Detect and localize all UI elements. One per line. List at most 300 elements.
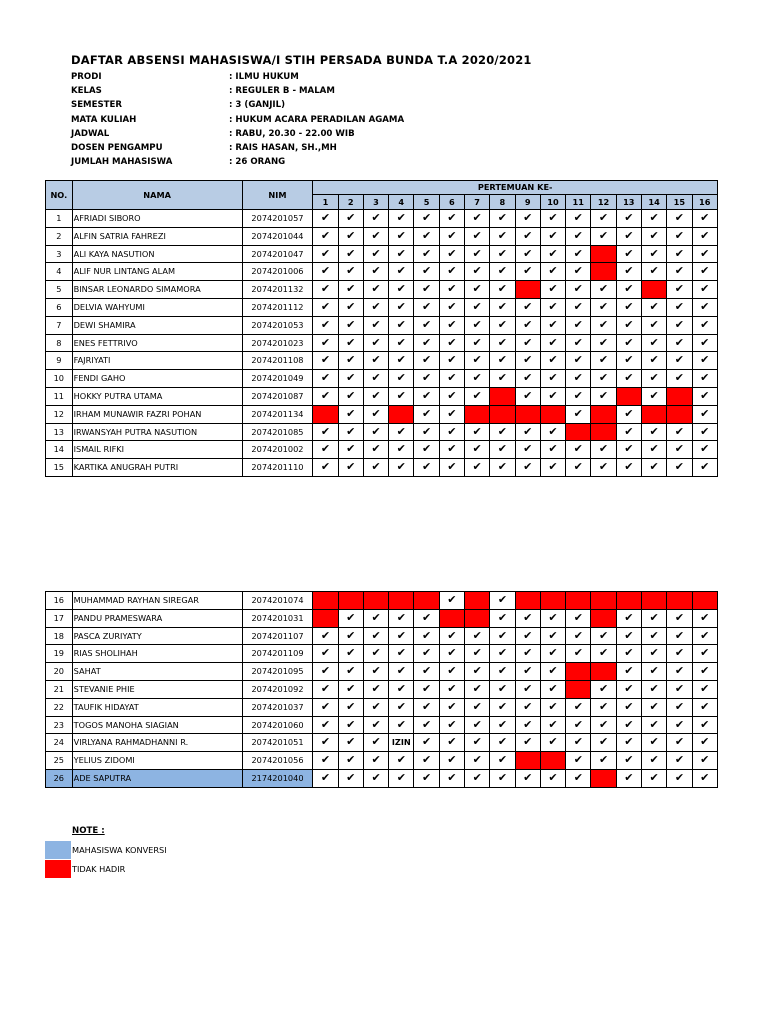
present-cell bbox=[667, 663, 692, 681]
student-row bbox=[46, 769, 718, 787]
present-cell bbox=[540, 663, 565, 681]
absent-cell bbox=[667, 405, 692, 423]
checkmark-icon: ✔ bbox=[624, 628, 634, 642]
present-cell bbox=[540, 441, 565, 459]
header-pertemuan: PERTEMUAN KE- bbox=[313, 181, 718, 195]
present-cell bbox=[692, 769, 717, 787]
present-cell bbox=[692, 609, 717, 627]
checkmark-icon: ✔ bbox=[573, 460, 583, 474]
checkmark-icon: ✔ bbox=[548, 610, 558, 624]
present-cell bbox=[566, 316, 591, 334]
checkmark-icon: ✔ bbox=[447, 646, 457, 660]
present-cell bbox=[490, 370, 515, 388]
present-cell bbox=[439, 698, 464, 716]
checkmark-icon: ✔ bbox=[598, 681, 609, 695]
present-cell bbox=[667, 627, 692, 645]
present-cell bbox=[439, 423, 464, 441]
present-cell bbox=[642, 716, 667, 734]
present-cell bbox=[641, 245, 666, 263]
present-cell bbox=[363, 334, 388, 352]
present-cell bbox=[338, 227, 363, 245]
present-cell bbox=[641, 459, 666, 477]
student-no: 8 bbox=[46, 334, 73, 352]
checkmark-icon: ✔ bbox=[548, 681, 558, 695]
checkmark-icon: ✔ bbox=[472, 353, 482, 367]
checkmark-icon: ✔ bbox=[472, 460, 482, 474]
present-cell bbox=[591, 734, 616, 752]
present-cell bbox=[566, 281, 591, 299]
present-cell bbox=[414, 459, 439, 477]
student-nim: 2074201044 bbox=[242, 227, 313, 245]
checkmark-icon: ✔ bbox=[523, 646, 533, 660]
present-cell bbox=[692, 752, 717, 770]
present-cell bbox=[591, 716, 616, 734]
checkmark-icon: ✔ bbox=[396, 628, 406, 642]
checkmark-icon: ✔ bbox=[649, 299, 659, 313]
absent-cell bbox=[389, 405, 414, 423]
checkmark-icon: ✔ bbox=[674, 753, 685, 767]
checkmark-icon: ✔ bbox=[624, 371, 634, 385]
present-cell bbox=[338, 423, 363, 441]
checkmark-icon: ✔ bbox=[320, 388, 331, 402]
checkmark-icon: ✔ bbox=[472, 335, 482, 349]
present-cell bbox=[616, 627, 641, 645]
checkmark-icon: ✔ bbox=[624, 442, 634, 456]
present-cell bbox=[490, 441, 515, 459]
student-no: 22 bbox=[46, 698, 73, 716]
present-cell bbox=[667, 441, 692, 459]
present-cell bbox=[692, 387, 718, 405]
checkmark-icon: ✔ bbox=[548, 228, 558, 242]
checkmark-icon: ✔ bbox=[421, 442, 432, 456]
present-cell bbox=[389, 298, 414, 316]
student-no: 6 bbox=[46, 298, 73, 316]
student-row bbox=[46, 316, 718, 334]
checkmark-icon: ✔ bbox=[649, 460, 659, 474]
legend-label: TIDAK HADIR bbox=[72, 864, 126, 874]
present-cell bbox=[338, 716, 363, 734]
student-row bbox=[46, 298, 718, 316]
student-name: ENES FETTRIVO bbox=[72, 334, 242, 352]
present-cell bbox=[641, 370, 666, 388]
checkmark-icon: ✔ bbox=[497, 424, 507, 438]
present-cell bbox=[692, 459, 718, 477]
checkmark-icon: ✔ bbox=[548, 770, 558, 784]
present-cell bbox=[515, 227, 540, 245]
checkmark-icon: ✔ bbox=[497, 335, 507, 349]
present-cell bbox=[414, 210, 439, 228]
present-cell bbox=[313, 769, 338, 787]
present-cell bbox=[414, 387, 439, 405]
present-cell bbox=[591, 680, 616, 698]
info-label: JADWAL bbox=[71, 128, 110, 139]
present-cell bbox=[566, 752, 591, 770]
present-cell bbox=[439, 734, 464, 752]
checkmark-icon: ✔ bbox=[497, 681, 508, 695]
checkmark-icon: ✔ bbox=[674, 228, 684, 242]
present-cell bbox=[515, 734, 540, 752]
student-nim: 2074201087 bbox=[242, 387, 313, 405]
checkmark-icon: ✔ bbox=[422, 646, 432, 660]
checkmark-icon: ✔ bbox=[472, 424, 482, 438]
present-cell bbox=[692, 370, 718, 388]
present-cell bbox=[667, 210, 692, 228]
present-cell bbox=[313, 752, 338, 770]
present-cell bbox=[389, 680, 414, 698]
meeting-header-cell: 8 bbox=[490, 195, 515, 210]
present-cell bbox=[616, 263, 641, 281]
checkmark-icon: ✔ bbox=[548, 211, 558, 224]
checkmark-icon: ✔ bbox=[371, 424, 381, 438]
checkmark-icon: ✔ bbox=[674, 353, 684, 367]
present-cell bbox=[464, 227, 489, 245]
present-cell bbox=[641, 423, 666, 441]
checkmark-icon: ✔ bbox=[573, 264, 583, 278]
absent-cell bbox=[667, 387, 692, 405]
present-cell bbox=[490, 592, 515, 610]
checkmark-icon: ✔ bbox=[573, 646, 583, 660]
checkmark-icon: ✔ bbox=[624, 406, 634, 420]
present-cell bbox=[313, 734, 338, 752]
present-cell bbox=[566, 769, 591, 787]
present-cell bbox=[692, 645, 717, 663]
checkmark-icon: ✔ bbox=[497, 264, 507, 278]
present-cell bbox=[389, 698, 414, 716]
present-cell bbox=[515, 370, 540, 388]
checkmark-icon: ✔ bbox=[700, 264, 710, 278]
meeting-header-cell: 4 bbox=[389, 195, 414, 210]
present-cell bbox=[566, 370, 591, 388]
present-cell bbox=[313, 227, 338, 245]
info-value: : RAIS HASAN, SH.,MH bbox=[229, 142, 337, 153]
student-nim: 2074201109 bbox=[242, 645, 313, 663]
student-nim: 2074201132 bbox=[242, 281, 313, 299]
checkmark-icon: ✔ bbox=[700, 460, 710, 474]
checkmark-icon: ✔ bbox=[320, 628, 331, 642]
checkmark-icon: ✔ bbox=[346, 406, 356, 420]
checkmark-icon: ✔ bbox=[396, 353, 406, 367]
checkmark-icon: ✔ bbox=[396, 770, 406, 784]
student-nim: 2074201110 bbox=[242, 459, 313, 477]
present-cell bbox=[515, 609, 540, 627]
present-cell bbox=[439, 459, 464, 477]
student-name: ALFIN SATRIA FAHREZI bbox=[72, 227, 242, 245]
checkmark-icon: ✔ bbox=[497, 717, 508, 731]
student-name: STEVANIE PHIE bbox=[72, 680, 242, 698]
present-cell bbox=[692, 698, 717, 716]
present-cell bbox=[490, 663, 515, 681]
checkmark-icon: ✔ bbox=[700, 735, 710, 749]
absent-cell bbox=[591, 405, 616, 423]
checkmark-icon: ✔ bbox=[320, 424, 331, 438]
absent-cell bbox=[540, 405, 565, 423]
checkmark-icon: ✔ bbox=[371, 264, 381, 278]
absent-cell bbox=[338, 592, 363, 610]
present-cell bbox=[363, 405, 388, 423]
present-cell bbox=[389, 423, 414, 441]
checkmark-icon: ✔ bbox=[346, 735, 356, 749]
checkmark-icon: ✔ bbox=[396, 424, 406, 438]
absent-cell bbox=[667, 592, 692, 610]
present-cell bbox=[313, 316, 338, 334]
present-cell bbox=[515, 698, 540, 716]
info-label: SEMESTER bbox=[71, 100, 123, 111]
present-cell bbox=[591, 441, 616, 459]
info-label: KELAS bbox=[71, 86, 102, 97]
checkmark-icon: ✔ bbox=[649, 646, 659, 660]
checkmark-icon: ✔ bbox=[624, 735, 634, 749]
present-cell bbox=[363, 663, 388, 681]
checkmark-icon: ✔ bbox=[371, 228, 381, 242]
present-cell bbox=[490, 281, 515, 299]
checkmark-icon: ✔ bbox=[598, 717, 609, 731]
present-cell bbox=[515, 316, 540, 334]
present-cell bbox=[414, 352, 439, 370]
checkmark-icon: ✔ bbox=[674, 317, 684, 331]
present-cell bbox=[338, 627, 363, 645]
student-row bbox=[46, 245, 718, 263]
checkmark-icon: ✔ bbox=[548, 699, 558, 713]
checkmark-icon: ✔ bbox=[598, 646, 609, 660]
checkmark-icon: ✔ bbox=[371, 388, 381, 402]
checkmark-icon: ✔ bbox=[346, 264, 356, 278]
present-cell bbox=[338, 298, 363, 316]
checkmark-icon: ✔ bbox=[624, 246, 634, 260]
present-cell bbox=[667, 734, 692, 752]
checkmark-icon: ✔ bbox=[598, 335, 609, 349]
checkmark-icon: ✔ bbox=[649, 628, 659, 642]
present-cell bbox=[464, 245, 489, 263]
checkmark-icon: ✔ bbox=[548, 442, 558, 456]
checkmark-icon: ✔ bbox=[371, 246, 381, 260]
present-cell bbox=[566, 263, 591, 281]
checkmark-icon: ✔ bbox=[573, 442, 583, 456]
student-no: 20 bbox=[46, 663, 73, 681]
student-name: IRHAM MUNAWIR FAZRI POHAN bbox=[72, 405, 242, 423]
present-cell bbox=[692, 316, 718, 334]
present-cell bbox=[540, 627, 565, 645]
student-row bbox=[46, 752, 718, 770]
checkmark-icon: ✔ bbox=[624, 610, 634, 624]
meeting-header-cell: 12 bbox=[591, 195, 616, 210]
checkmark-icon: ✔ bbox=[320, 442, 331, 456]
present-cell bbox=[363, 210, 388, 228]
checkmark-icon: ✔ bbox=[700, 228, 710, 242]
checkmark-icon: ✔ bbox=[346, 424, 356, 438]
present-cell bbox=[692, 627, 717, 645]
checkmark-icon: ✔ bbox=[421, 211, 432, 224]
present-cell bbox=[439, 334, 464, 352]
checkmark-icon: ✔ bbox=[422, 681, 432, 695]
checkmark-icon: ✔ bbox=[573, 699, 583, 713]
checkmark-icon: ✔ bbox=[548, 371, 558, 385]
present-cell bbox=[616, 680, 641, 698]
present-cell bbox=[616, 316, 641, 334]
present-cell bbox=[464, 334, 489, 352]
present-cell bbox=[667, 609, 692, 627]
checkmark-icon: ✔ bbox=[674, 770, 685, 784]
present-cell bbox=[591, 387, 616, 405]
present-cell bbox=[540, 423, 565, 441]
present-cell bbox=[667, 370, 692, 388]
present-cell bbox=[616, 281, 641, 299]
present-cell bbox=[465, 627, 490, 645]
checkmark-icon: ✔ bbox=[624, 228, 634, 242]
present-cell bbox=[642, 627, 667, 645]
checkmark-icon: ✔ bbox=[598, 282, 609, 296]
student-nim: 2174201040 bbox=[242, 769, 313, 787]
student-no: 12 bbox=[46, 405, 73, 423]
present-cell bbox=[464, 459, 489, 477]
checkmark-icon: ✔ bbox=[548, 628, 558, 642]
present-cell bbox=[540, 281, 565, 299]
checkmark-icon: ✔ bbox=[573, 282, 583, 296]
student-no: 17 bbox=[46, 609, 73, 627]
present-cell bbox=[515, 663, 540, 681]
checkmark-icon: ✔ bbox=[598, 735, 609, 749]
checkmark-icon: ✔ bbox=[472, 699, 482, 713]
student-nim: 2074201095 bbox=[242, 663, 313, 681]
checkmark-icon: ✔ bbox=[674, 460, 684, 474]
checkmark-icon: ✔ bbox=[396, 246, 406, 260]
checkmark-icon: ✔ bbox=[700, 664, 710, 678]
checkmark-icon: ✔ bbox=[548, 664, 558, 678]
present-cell bbox=[641, 263, 666, 281]
present-cell bbox=[338, 769, 363, 787]
checkmark-icon: ✔ bbox=[649, 353, 659, 367]
checkmark-icon: ✔ bbox=[421, 299, 432, 313]
checkmark-icon: ✔ bbox=[700, 646, 710, 660]
student-name: ISMAIL RIFKI bbox=[72, 441, 242, 459]
present-cell bbox=[642, 680, 667, 698]
checkmark-icon: ✔ bbox=[548, 460, 558, 474]
present-cell bbox=[616, 227, 641, 245]
student-name: KARTIKA ANUGRAH PUTRI bbox=[72, 459, 242, 477]
checkmark-icon: ✔ bbox=[346, 664, 356, 678]
present-cell bbox=[616, 769, 641, 787]
checkmark-icon: ✔ bbox=[447, 228, 457, 242]
checkmark-icon: ✔ bbox=[396, 610, 406, 624]
student-no: 5 bbox=[46, 281, 73, 299]
checkmark-icon: ✔ bbox=[598, 317, 609, 331]
checkmark-icon: ✔ bbox=[674, 335, 684, 349]
present-cell bbox=[591, 281, 616, 299]
absent-cell bbox=[490, 387, 515, 405]
checkmark-icon: ✔ bbox=[371, 371, 381, 385]
absent-cell bbox=[540, 752, 565, 770]
present-cell bbox=[313, 459, 338, 477]
checkmark-icon: ✔ bbox=[548, 353, 558, 367]
present-cell bbox=[515, 245, 540, 263]
checkmark-icon: ✔ bbox=[320, 317, 331, 331]
present-cell bbox=[464, 423, 489, 441]
present-cell bbox=[363, 298, 388, 316]
student-row bbox=[46, 227, 718, 245]
present-cell bbox=[464, 441, 489, 459]
checkmark-icon: ✔ bbox=[674, 282, 684, 296]
present-cell bbox=[667, 352, 692, 370]
student-name: SAHAT bbox=[72, 663, 242, 681]
checkmark-icon: ✔ bbox=[624, 353, 634, 367]
checkmark-icon: ✔ bbox=[320, 699, 331, 713]
present-cell bbox=[363, 752, 388, 770]
present-cell bbox=[540, 769, 565, 787]
checkmark-icon: ✔ bbox=[371, 211, 381, 224]
present-cell bbox=[363, 245, 388, 263]
checkmark-icon: ✔ bbox=[523, 681, 533, 695]
checkmark-icon: ✔ bbox=[472, 211, 482, 224]
present-cell bbox=[566, 298, 591, 316]
checkmark-icon: ✔ bbox=[649, 442, 659, 456]
present-cell bbox=[692, 716, 717, 734]
present-cell bbox=[641, 441, 666, 459]
absent-cell bbox=[515, 752, 540, 770]
present-cell bbox=[439, 316, 464, 334]
present-cell bbox=[389, 316, 414, 334]
present-cell bbox=[540, 716, 565, 734]
present-cell bbox=[591, 334, 616, 352]
absent-cell bbox=[591, 609, 616, 627]
checkmark-icon: ✔ bbox=[624, 681, 634, 695]
present-cell bbox=[490, 316, 515, 334]
present-cell bbox=[641, 334, 666, 352]
student-row bbox=[46, 423, 718, 441]
present-cell bbox=[338, 281, 363, 299]
absent-cell bbox=[464, 405, 489, 423]
checkmark-icon: ✔ bbox=[523, 628, 533, 642]
checkmark-icon: ✔ bbox=[523, 664, 533, 678]
checkmark-icon: ✔ bbox=[624, 460, 634, 474]
present-cell bbox=[439, 263, 464, 281]
checkmark-icon: ✔ bbox=[447, 753, 457, 767]
attendance-table bbox=[45, 180, 718, 477]
absent-cell bbox=[616, 387, 641, 405]
present-cell bbox=[667, 698, 692, 716]
checkmark-icon: ✔ bbox=[421, 246, 432, 260]
checkmark-icon: ✔ bbox=[649, 371, 659, 385]
checkmark-icon: ✔ bbox=[371, 460, 381, 474]
present-cell bbox=[464, 298, 489, 316]
checkmark-icon: ✔ bbox=[573, 735, 583, 749]
checkmark-icon: ✔ bbox=[346, 646, 356, 660]
present-cell bbox=[515, 298, 540, 316]
present-cell bbox=[363, 645, 388, 663]
present-cell bbox=[490, 645, 515, 663]
present-cell bbox=[566, 609, 591, 627]
present-cell bbox=[641, 298, 666, 316]
checkmark-icon: ✔ bbox=[573, 388, 583, 402]
checkmark-icon: ✔ bbox=[497, 246, 507, 260]
checkmark-icon: ✔ bbox=[320, 460, 331, 474]
present-cell bbox=[389, 352, 414, 370]
checkmark-icon: ✔ bbox=[447, 282, 457, 296]
checkmark-icon: ✔ bbox=[598, 753, 609, 767]
present-cell bbox=[616, 298, 641, 316]
present-cell bbox=[465, 698, 490, 716]
checkmark-icon: ✔ bbox=[421, 388, 432, 402]
present-cell bbox=[566, 227, 591, 245]
checkmark-icon: ✔ bbox=[649, 211, 659, 224]
checkmark-icon: ✔ bbox=[523, 335, 533, 349]
student-name: RIAS SHOLIHAH bbox=[72, 645, 242, 663]
present-cell bbox=[616, 334, 641, 352]
checkmark-icon: ✔ bbox=[396, 264, 406, 278]
meeting-header-cell: 11 bbox=[566, 195, 591, 210]
present-cell bbox=[389, 334, 414, 352]
checkmark-icon: ✔ bbox=[497, 646, 508, 660]
present-cell bbox=[490, 716, 515, 734]
present-cell bbox=[414, 609, 439, 627]
